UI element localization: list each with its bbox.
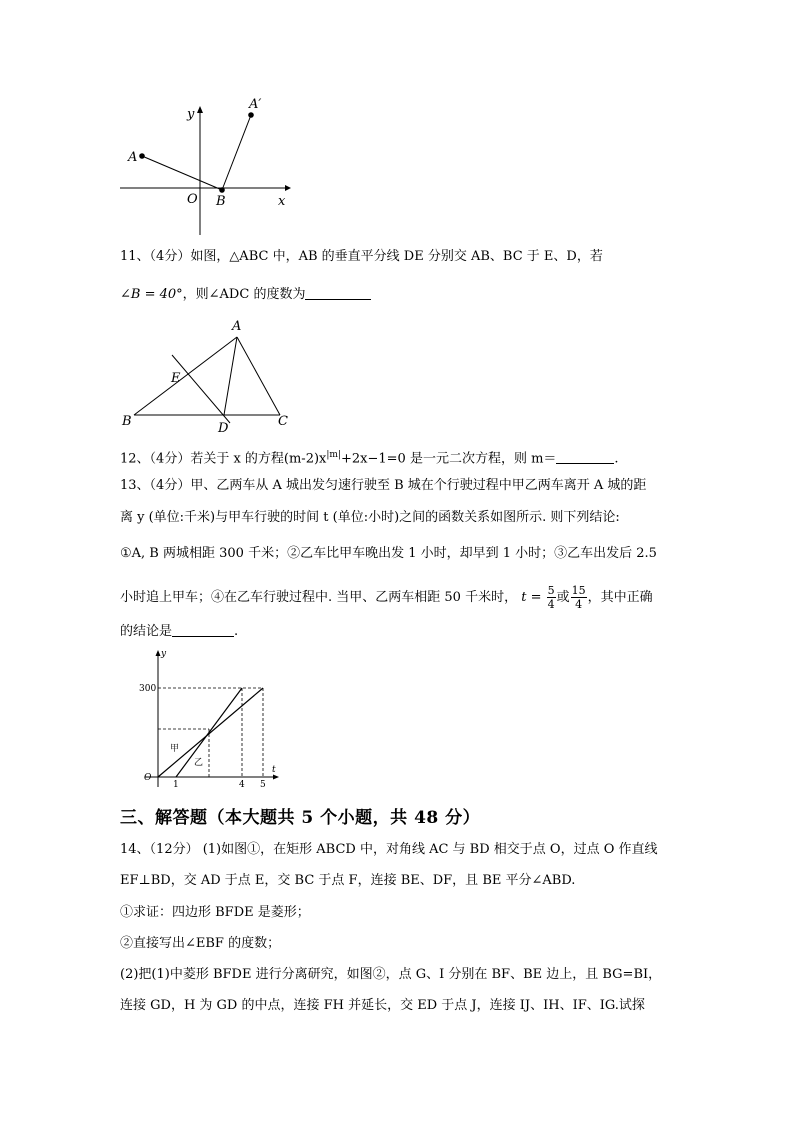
label-yi: 乙 xyxy=(194,758,204,768)
q12-answer-blank[interactable] xyxy=(556,449,614,464)
q13-t-eq: t = xyxy=(521,590,542,605)
q12-prefix: 12、（4分）若关于 x 的方程(m-2)x xyxy=(120,451,327,467)
q11-line2-text: ，则∠ADC 的度数为 xyxy=(182,287,306,302)
figure-triangle-bisector xyxy=(118,315,298,437)
y-axis-arrow xyxy=(156,650,161,656)
q12-exponent: |m| xyxy=(326,450,341,460)
q12-end: . xyxy=(614,451,619,467)
label-b: B xyxy=(122,414,132,429)
q14-line2: EF⊥BD，交 AD 于点 E，交 BC 于点 F，连接 BE、DF，且 BE 平分∠ABD. xyxy=(120,873,576,888)
q13-line5 xyxy=(120,622,238,641)
q13-frac2-den: 4 xyxy=(575,598,583,611)
x-axis-arrow xyxy=(285,185,291,191)
q13-line5-end: . xyxy=(234,624,239,639)
q14-line5: (2)把(1)中菱形 BFDE 进行分离研究，如图②，点 G、I 分别在 BF、BE 边上，且 BG=BI， xyxy=(120,967,662,982)
side-ac xyxy=(237,337,280,415)
label-o: O xyxy=(187,192,198,207)
q13-line4 xyxy=(120,578,653,618)
q13-line1: 13、（4分）甲、乙两车从 A 城出发匀速行驶至 B 城在个行驶过程中甲乙两车离开 A 城的距 xyxy=(120,478,647,493)
figure-coordinate-reflection xyxy=(115,95,295,240)
segment-ad xyxy=(224,337,237,415)
label-o: O xyxy=(144,773,152,783)
q14-line6: 连接 GD，H 为 GD 的中点，连接 FH 并延长，交 ED 于点 J，连接 IJ、IH、IF、IG.试探 xyxy=(120,998,645,1013)
q13-line5-text: 的结论是 xyxy=(120,624,173,639)
label-a-prime: A′ xyxy=(249,97,262,112)
label-a: A xyxy=(232,319,242,334)
point-a xyxy=(139,153,145,159)
label-x: x xyxy=(278,194,286,209)
q12-line xyxy=(120,446,619,468)
q11-answer-blank[interactable] xyxy=(305,285,371,300)
q13-line4-end: ，其中正确 xyxy=(587,590,653,605)
line-yi xyxy=(176,688,242,777)
point-a-prime xyxy=(248,112,254,118)
bisector-de xyxy=(172,355,230,423)
segment-ba-prime xyxy=(222,115,251,190)
section-heading: 三、解答题（本大题共 5 个小题，共 48 分） xyxy=(120,808,481,828)
label-b: B xyxy=(216,194,226,209)
q14-line1: 14、（12分） (1)如图①，在矩形 ABCD 中，对角线 AC 与 BD 相交于点 O，过点 O 作直线 xyxy=(120,842,658,857)
label-t5: 5 xyxy=(260,780,266,790)
label-t4: 4 xyxy=(239,780,245,790)
q11-line2 xyxy=(120,285,371,304)
q13-or: 或 xyxy=(556,590,570,605)
t-axis-arrow xyxy=(273,775,279,780)
q11-line1: 11、（4分）如图，△ABC 中，AB 的垂直平分线 DE 分别交 AB、BC 于 E、D，若 xyxy=(120,249,603,264)
label-y: y xyxy=(187,107,195,122)
q14-line4: ②直接写出∠EBF 的度数； xyxy=(120,936,281,951)
q13-line3: ①A, B 两城相距 300 千米；②乙车比甲车晚出发 1 小时，却早到 1 小时；③乙车出发后 2.5 xyxy=(120,546,657,561)
label-e: E xyxy=(171,371,181,386)
q13-fraction-1 xyxy=(547,584,556,611)
q13-frac1-num: 5 xyxy=(547,584,555,597)
label-y: y xyxy=(161,649,167,659)
label-t: t xyxy=(272,765,276,775)
label-d: D xyxy=(218,421,229,436)
label-a: A xyxy=(128,150,138,165)
q13-frac1-den: 4 xyxy=(547,598,555,611)
point-b xyxy=(219,187,225,193)
q13-frac2-num: 15 xyxy=(571,584,586,597)
q14-line3: ①求证：四边形 BFDE 是菱形； xyxy=(120,905,310,920)
q13-fraction-2 xyxy=(571,584,587,611)
segment-ab xyxy=(142,156,222,190)
label-t1: 1 xyxy=(173,780,179,790)
q13-answer-blank[interactable] xyxy=(172,622,234,637)
figure-distance-time-graph xyxy=(135,645,285,790)
line-jia xyxy=(158,688,263,777)
label-c: C xyxy=(278,414,288,429)
y-axis-arrow xyxy=(197,106,203,113)
label-jia: 甲 xyxy=(170,744,180,754)
side-ab xyxy=(134,337,237,415)
q11-angle-b: ∠B = 40° xyxy=(120,287,183,302)
q12-suffix: +2x−1=0 是一元二次方程，则 m＝ xyxy=(341,451,557,467)
q13-line2: 离 y (单位:千米)与甲车行驶的时间 t (单位:小时)之间的函数关系如图所示. 则下列结论: xyxy=(120,510,620,525)
label-300: 300 xyxy=(139,684,157,694)
q13-line4-text: 小时追上甲车；④在乙车行驶过程中. 当甲、乙两车相距 50 千米时， xyxy=(120,590,518,605)
